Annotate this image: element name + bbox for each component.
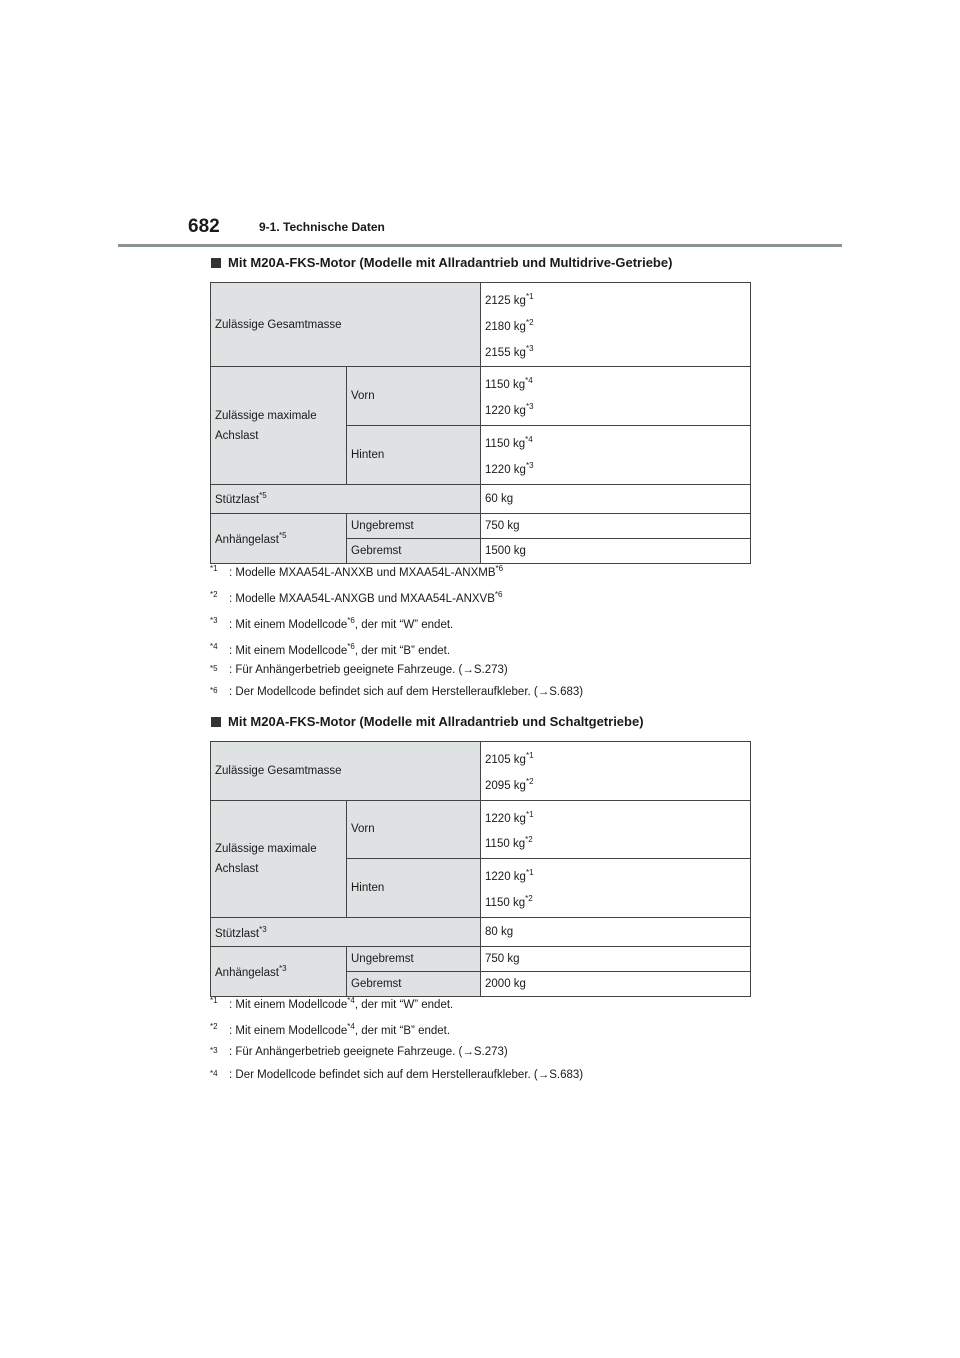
chapter-title: 9-1. Technische Daten <box>259 220 385 234</box>
label-achslast: Zulässige maximale Achslast <box>211 800 347 917</box>
footnote: *1 : Mit einem Modellcode$^{*4}$, der mit “W” endet. <box>210 996 454 1011</box>
section-title-text: Mit M20A-FKS-Motor (Modelle mit Allradantrieb und Multidrive-Getriebe) <box>228 255 673 270</box>
section-title-2 <box>211 714 644 729</box>
footnote: *5 : Für Anhängerbetrieb geeignete Fahrzeuge. (→S.273) <box>210 664 508 676</box>
footnote: *3 : Mit einem Modellcode$^{*6}$, der mit “W” endet. <box>210 616 454 631</box>
footnote: *6 : Der Modellcode befindet sich auf dem Herstelleraufkleber. (→S.683) <box>210 686 584 698</box>
label-gesamtmasse: Zulässige Gesamtmasse <box>211 283 481 367</box>
spec-table-2 <box>210 741 751 997</box>
label-stuetzlast: Stützlast$^{*5}$ <box>211 484 481 513</box>
square-bullet-icon <box>211 258 221 268</box>
footnote: *2 : Mit einem Modellcode$^{*4}$, der mit “B” endet. <box>210 1022 451 1037</box>
label-hinten: Hinten <box>347 426 481 485</box>
label-anhaengelast: Anhängelast$^{*5}$ <box>211 513 347 563</box>
square-bullet-icon <box>211 717 221 727</box>
value-hinten: 1220 $kg^{*1}$ 1150 $kg^{*2}$ <box>481 859 751 918</box>
footnote: *2 : Modelle MXAA54L-ANXGB und MXAA54L-ANXVB$^{*6}$ <box>210 590 503 605</box>
header-rule <box>118 244 842 247</box>
value-stuetzlast: 80 kg <box>481 917 751 946</box>
label-anhaengelast: Anhängelast$^{*3}$ <box>211 946 347 996</box>
value-vorn: 1150 $kg^{*4}$ 1220 $kg^{*3}$ <box>481 367 751 426</box>
footnote: *4 : Der Modellcode befindet sich auf dem Herstelleraufkleber. (→S.683) <box>210 1069 584 1081</box>
label-vorn: Vorn <box>347 800 481 859</box>
value-gesamtmasse: 2105 $kg^{*1}$ 2095 $kg^{*2}$ <box>481 742 751 801</box>
footnote: *4 : Mit einem Modellcode$^{*6}$, der mit “B” endet. <box>210 642 451 657</box>
value-gebremst: 1500 kg <box>481 538 751 563</box>
footnote: *3 : Für Anhängerbetrieb geeignete Fahrzeuge. (→S.273) <box>210 1046 508 1058</box>
value-gebremst: 2000 kg <box>481 971 751 996</box>
value-ungebremst: 750 kg <box>481 513 751 538</box>
label-gesamtmasse: Zulässige Gesamtmasse <box>211 742 481 801</box>
label-vorn: Vorn <box>347 367 481 426</box>
value-hinten: 1150 $kg^{*4}$ 1220 $kg^{*3}$ <box>481 426 751 485</box>
page-number: 682 <box>188 216 220 237</box>
value-stuetzlast: 60 kg <box>481 484 751 513</box>
value-vorn: 1220 $kg^{*1}$ 1150 $kg^{*2}$ <box>481 800 751 859</box>
label-gebremst: Gebremst <box>347 538 481 563</box>
label-ungebremst: Ungebremst <box>347 946 481 971</box>
label-achslast: Zulässige maximale Achslast <box>211 367 347 484</box>
spec-table-1 <box>210 282 751 564</box>
section-title-text: Mit M20A-FKS-Motor (Modelle mit Allradantrieb und Schaltgetriebe) <box>228 714 644 729</box>
footnote: *1 : Modelle MXAA54L-ANXXB und MXAA54L-ANXMB$^{*6}$ <box>210 564 504 579</box>
label-stuetzlast: Stützlast$^{*3}$ <box>211 917 481 946</box>
value-gesamtmasse: 2125 $kg^{*1}$ 2180 $kg^{*2}$ 2155 $kg^{*3}$ <box>481 283 751 367</box>
section-title-1 <box>211 255 672 270</box>
value-ungebremst: 750 kg <box>481 946 751 971</box>
label-gebremst: Gebremst <box>347 971 481 996</box>
label-hinten: Hinten <box>347 859 481 918</box>
label-ungebremst: Ungebremst <box>347 513 481 538</box>
